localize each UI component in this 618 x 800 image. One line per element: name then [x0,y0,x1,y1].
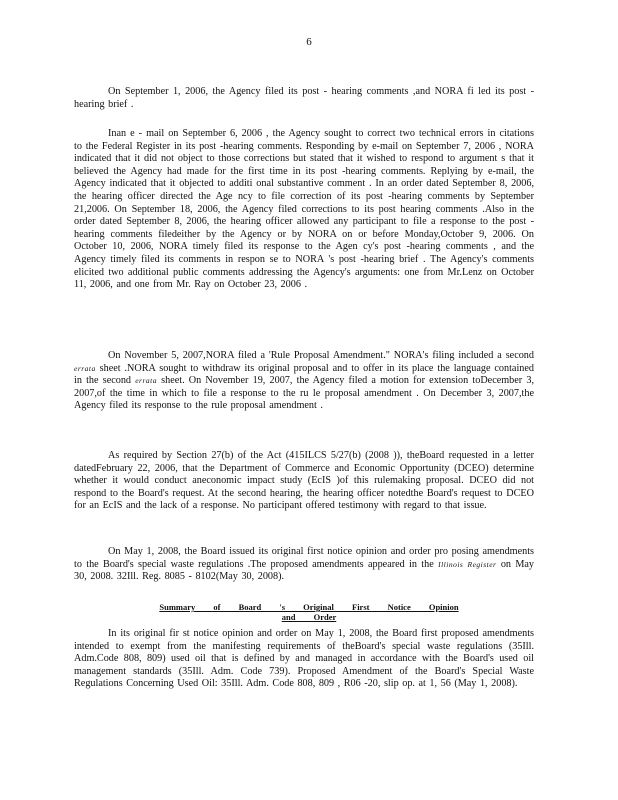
paragraph-4: As required by Section 27(b) of the Act (415ILCS 5/27(b) (2008 )), theBoard requested in a letter datedFebruary 22, 2006, that the Department of Commerce and Economic Opportunity (DCEO) determine whether it would conduct aneconomic impact study (EcIS )of this rulemaking proposal. DCEO did not respond to the Board's request. At the second hearing, the hearing officer notedthe Board's request to DCEO for an EcIS and the lack of a response. No participant offered testimony with regard to that issue. [74,450,534,512]
section-heading: Summary of Board 's Original First Notice Opinion and Order [159,602,459,622]
paragraph-3-italic-b: errata [135,376,157,386]
paragraph-2: Inan e - mail on September 6, 2006 , the Agency sought to correct two technical errors in citations to the Federal Register in its post -hearing comments. Responding by e-mail on September 7, 2006 , NORA indicated that it did not object to those corrections but stated that it wished to respond to argument s that it believed the Agency had made for the first time in its post -hearing comments. Replying by e-mail, the Agency indicated that it objected to additi onal substantive comment . In an order dated September 8, 2006, the hearing officer directed the Age ncy to file correction of its post -hearing comments by September 21,2006. On September 18, 2006, the Agency filed corrections to its post hearing comments .Also in the order dated September 8, 2006, the hearing officer allowed any participant to file a response to the post - hearing comments filedeither by the Agency or by NORA on or before Monday,October 9, 2006. On October 10, 2006, NORA timely filed its response to the Agen cy's post -hearing comments , and the Agency timely filed its comments in respon se to NORA 's post -hearing brief . The Agency's comments elicited two additional public comments addressing the Agency's arguments: one from Mr.Lenz on October 11, 2006, and one from Mr. Ray on October 23, 2006 . [74,128,534,291]
paragraph-3-italic-a: errata [74,363,96,373]
paragraph-3-part-b: sheet .NORA sought to withdraw its original proposal and to offer in its place the language contained in the second [74,362,534,387]
paragraph-5 [74,546,534,584]
paragraph-5-italic: Illinois Register [438,559,497,569]
paragraph-6: In its original fir st notice opinion and order on May 1, 2008, the Board first proposed amendments intended to exempt from the manifesting requirements of theBoard's special waste regulations (35Ill. Adm.Code 808, 809) used oil that is defined by and managed in accordance with the Board's used oil management standards (35Ill. Adm. Code 739). Proposed Amendment of the Board's Special Waste Regulations Concerning Used Oil: 35Ill. Adm. Code 808, 809 , R06 -20, slip op. at 1, 56 (May 1, 2008). [74,628,534,690]
paragraph-5-part-a: On May 1, 2008, the Board issued its original first notice opinion and order pro posing amendments to the Board's special waste regulations .The proposed amendments appeared in the [74,546,534,570]
paragraph-3-part-a: On November 5, 2007,NORA filed a 'Rule Proposal Amendment." NORA's filing included a second [108,350,534,361]
page-number: 6 [306,36,312,48]
paragraph-5-part-b: on May 30, 2008. 32Ill. Reg. 8085 - 8102(May 30, 2008). [74,558,534,583]
paragraph-3 [74,350,534,413]
paragraph-1: On September 1, 2006, the Agency filed its post - hearing comments ,and NORA fi led its post -hearing brief . [74,86,534,110]
paragraph-3-part-c: sheet. On November 19, 2007, the Agency filed a motion for extension toDecember 3, 2007,of the time in which to file a response to the ru le proposal amendment . On December 3, 2007,the Agency filed its response to the rule proposal amendment . [74,375,534,412]
